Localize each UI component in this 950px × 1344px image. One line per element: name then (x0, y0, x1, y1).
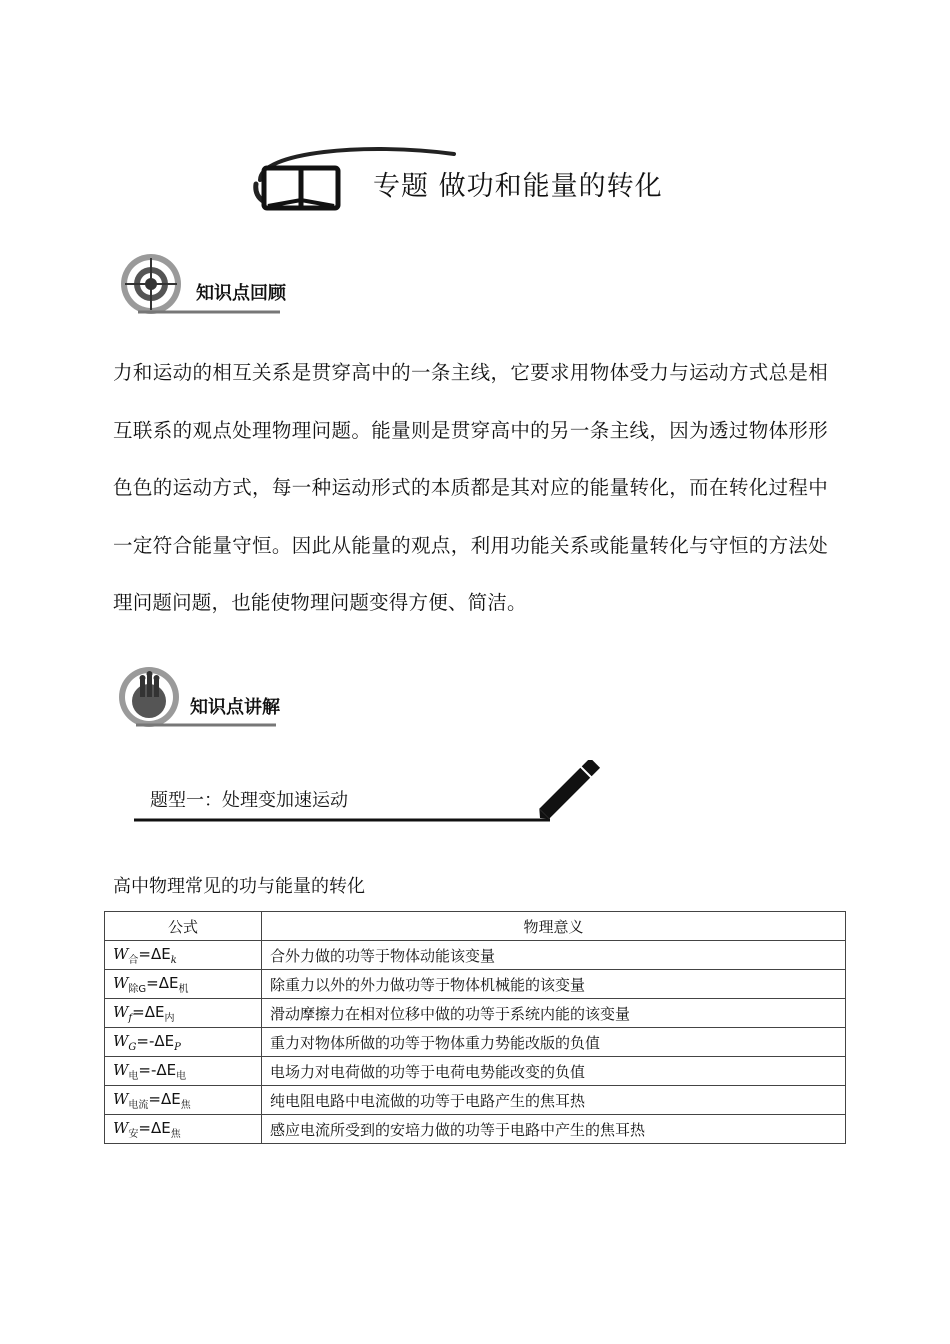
table-row (105, 1086, 846, 1115)
intro-paragraph: 力和运动的相互关系是贯穿高中的一条主线，它要求用物体受力与运动方式总是相互联系的观点处理物理问题。能量则是贯穿高中的另一条主线，因为透过物体形形色色的运动方式，每一种运动形式的本质都是其对应的能量转化，而在转化过程中一定符合能量守恒。因此从能量的观点，利用功能关系或能量转化与守恒的方法处理问题问题，也能使物理问题变得方便、简洁。 (113, 361, 828, 614)
formula-cell: $W_{电流}=\Delta E_焦$ (105, 1086, 262, 1115)
type-title: 题型一：处理变加速运动 (150, 790, 348, 811)
meaning-cell: 电场力对电荷做的功等于电荷电势能改变的负值 (262, 1057, 846, 1086)
section-title-review: 知识点回顾 (196, 283, 286, 304)
table-row (105, 999, 846, 1028)
formula-cell: $W_合=\Delta E_k$ (105, 941, 262, 970)
table-row (105, 1028, 846, 1057)
formula-cell: $W_安=\Delta E_焦$ (105, 1115, 262, 1144)
meaning-cell: 感应电流所受到的安培力做的功等于电路中产生的焦耳热 (262, 1115, 846, 1144)
col-header-meaning: 物理意义 (262, 912, 846, 941)
formula-cell: $W_电=-\Delta E_电$ (105, 1057, 262, 1086)
formula-cell: $W_G=-\Delta E_P$ (105, 1028, 262, 1057)
formula-cell: $W_f=\Delta E_内$ (105, 999, 262, 1028)
meaning-cell: 重力对物体所做的功等于物体重力势能改版的负值 (262, 1028, 846, 1057)
table-row (105, 941, 846, 970)
col-header-formula: 公式 (105, 912, 262, 941)
meaning-cell: 纯电阻电路中电流做的功等于电路产生的焦耳热 (262, 1086, 846, 1115)
table-row (105, 970, 846, 999)
meaning-cell: 除重力以外的外力做功等于物体机械能的该变量 (262, 970, 846, 999)
page-title: 专题 做功和能量的转化 (373, 171, 663, 202)
table-row (105, 1057, 846, 1086)
table-header-row (105, 912, 846, 941)
formula-cell: $W_{除G}=\Delta E_机$ (105, 970, 262, 999)
table-caption: 高中物理常见的功与能量的转化 (113, 876, 365, 897)
meaning-cell: 滑动摩擦力在相对位移中做的功等于系统内能的该变量 (262, 999, 846, 1028)
formula-table (104, 911, 846, 1144)
section-title-explain: 知识点讲解 (190, 697, 280, 718)
table-row (105, 1115, 846, 1144)
meaning-cell: 合外力做的功等于物体动能该变量 (262, 941, 846, 970)
